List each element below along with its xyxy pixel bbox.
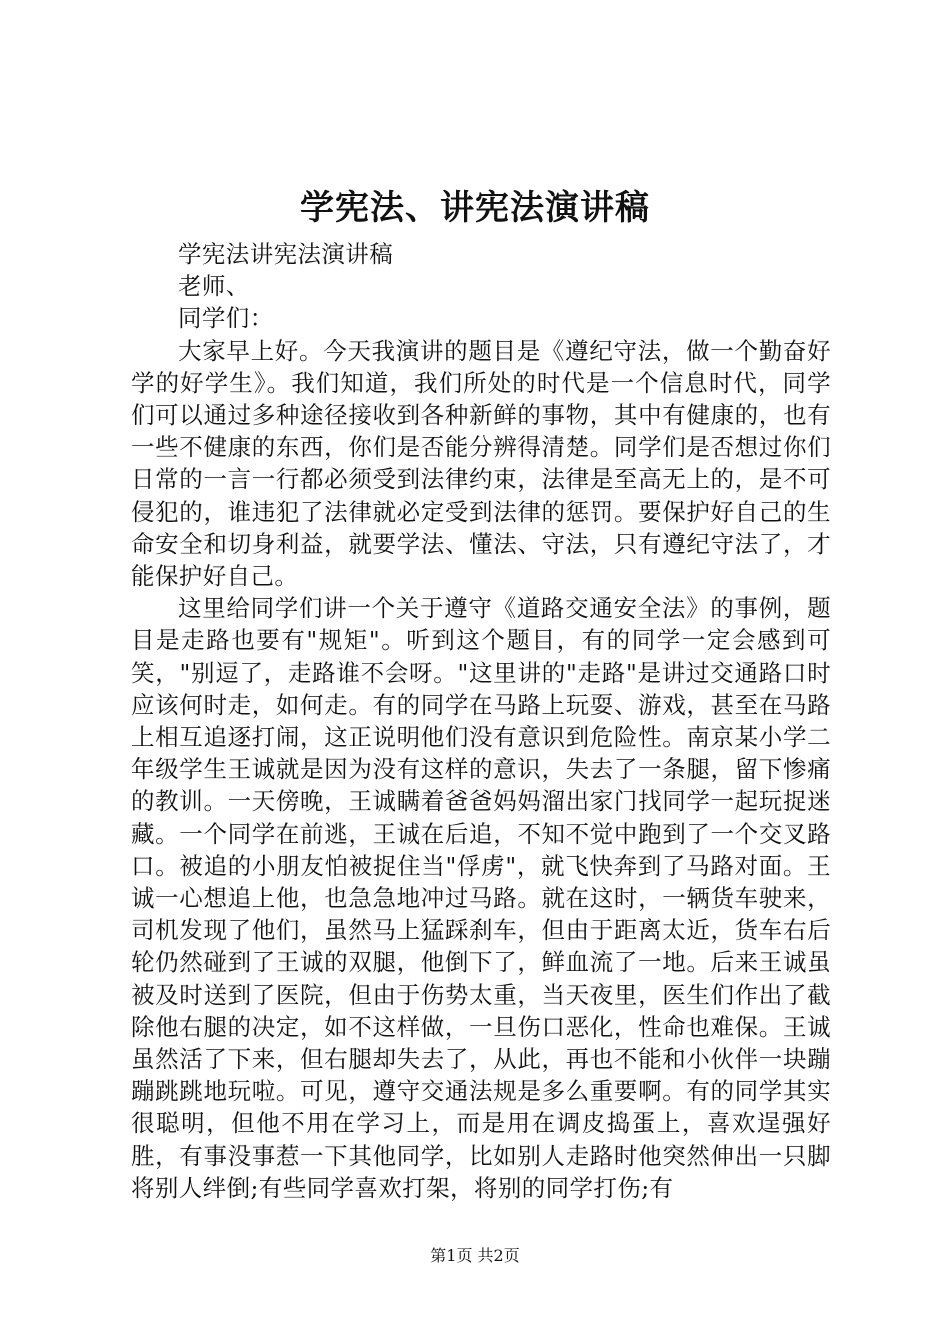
- paragraph-intro: 大家早上好。今天我演讲的题目是《遵纪守法，做一个勤奋好学的好学生》。我们知道，我们所处的时代是一个信息时代，同学们可以通过多种途径接收到各种新鲜的事物，其中有健康的，也有一些不健康的东西，你们是否能分辨得清楚。同学们是否想过你们日常的一言一行都必须受到法律约束，法律是至高无上的，是不可侵犯的，谁违犯了法律就必定受到法律的惩罚。要保护好自己的生命安全和切身利益，就要学法、懂法、守法，只有遵纪守法了，才能保护好自己。: [131, 336, 831, 591]
- document-title: 学宪法、讲宪法演讲稿: [300, 188, 650, 228]
- subtitle-line: 学宪法讲宪法演讲稿: [178, 240, 394, 268]
- salutation-teachers: 老师、: [178, 272, 250, 301]
- salutation-students: 同学们：: [178, 304, 274, 333]
- page-footer: 第1页 共2页: [430, 1246, 520, 1265]
- document-body: [131, 238, 831, 1204]
- paragraph-example: 这里给同学们讲一个关于遵守《道路交通安全法》的事例，题目是走路也要有"规矩"。听到这个题目，有的同学一定会感到可笑，"别逗了，走路谁不会呀。"这里讲的"走路"是讲过交通路口时应该何时走，如何走。有的同学在马路上玩耍、游戏，甚至在马路上相互追逐打闹，这正说明他们没有意识到危险性。南京某小学二年级学生王诚就是因为没有这样的意识，失去了一条腿，留下惨痛的教训。一天傍晚，王诚瞒着爸爸妈妈溜出家门找同学一起玩捉迷藏。一个同学在前逃，王诚在后追，不知不觉中跑到了一个交叉路口。被追的小朋友怕被捉住当"俘虏"，就飞快奔到了马路对面。王诚一心想追上他，也急急地冲过马路。就在这时，一辆货车驶来，司机发现了他们，虽然马上猛踩刹车，但由于距离太近，货车右后轮仍然碰到了王诚的双腿，他倒下了，鲜血流了一地。后来王诚虽被及时送到了医院，但由于伤势太重，当天夜里，医生们作出了截除他右腿的决定，如不这样做，一旦伤口恶化，性命也难保。王诚虽然活了下来，但右腿却失去了，从此，再也不能和小伙伴一块蹦蹦跳跳地玩啦。可见，遵守交通法规是多么重要啊。有的同学其实很聪明，但他不用在学习上，而是用在调皮捣蛋上，喜欢逞强好胜，有事没事惹一下其他同学，比如别人走路时他突然伸出一只脚将别人绊倒;有些同学喜欢打架，将别的同学打伤;有: [131, 594, 831, 1202]
